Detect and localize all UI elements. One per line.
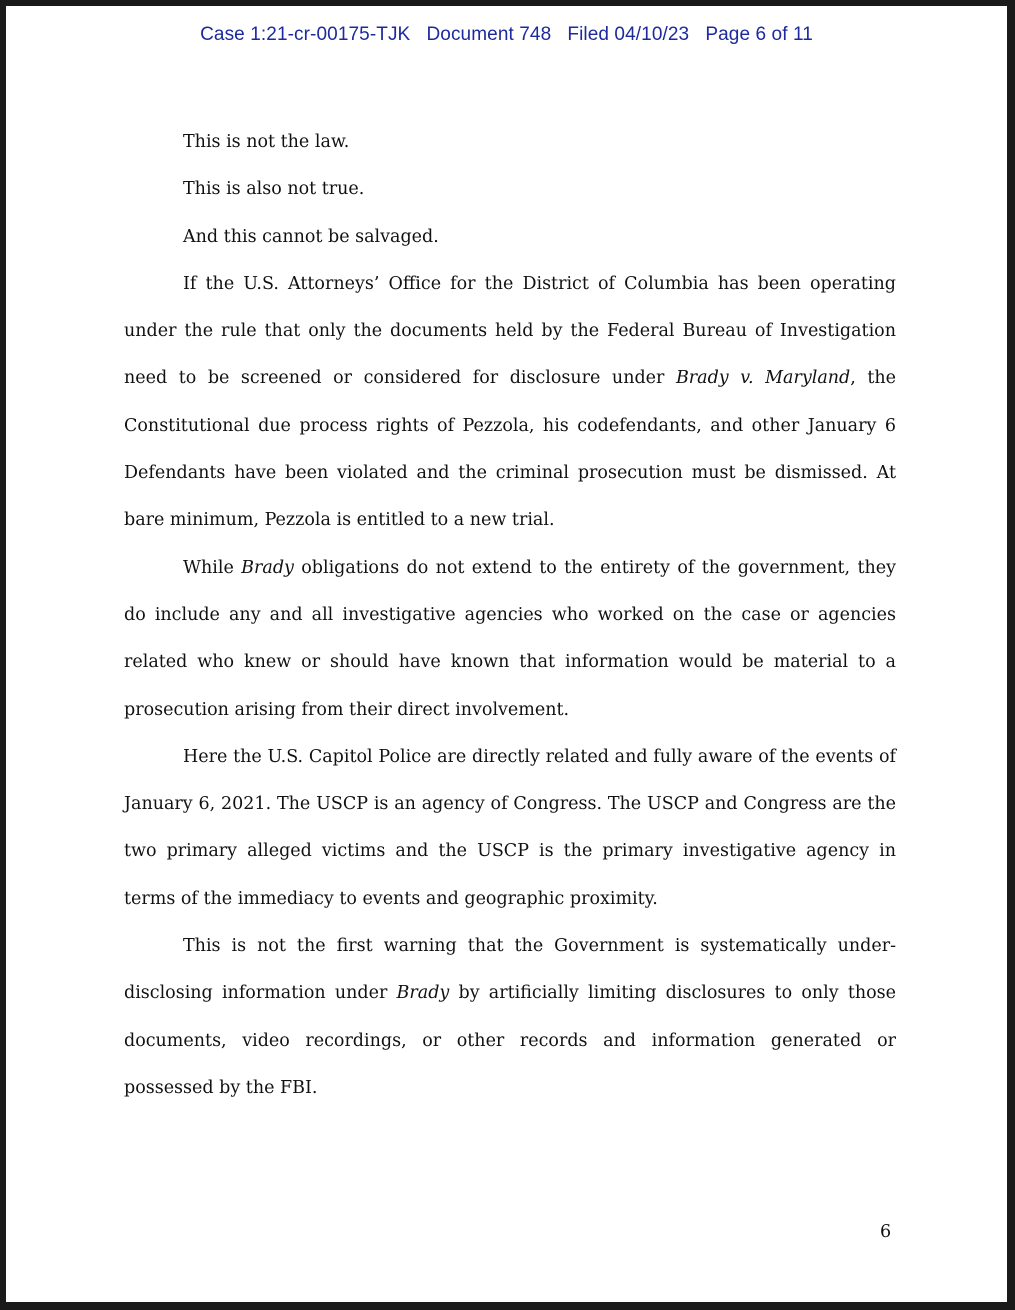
paragraph bbox=[124, 923, 896, 1112]
text-segment: by artificially limiting disclosures to only those documents, video recordings, or other records and information generated or possessed by the FBI. bbox=[124, 983, 896, 1098]
italic-citation: Brady bbox=[396, 983, 450, 1004]
paragraph bbox=[124, 166, 896, 213]
paragraph bbox=[124, 214, 896, 261]
paragraph bbox=[124, 545, 896, 734]
paragraph bbox=[124, 119, 896, 166]
paragraph bbox=[124, 734, 896, 923]
italic-citation: Brady bbox=[241, 557, 294, 578]
text-segment: This is not the first warning that the Government is systematically under-disclosing information under bbox=[124, 936, 896, 1004]
text-segment: If the U.S. Attorneys’ Office for the District of Columbia has been operating under the rule that only the documents held by the Federal Bureau of Investigation need to be screened or considered for disclosure under bbox=[124, 273, 896, 389]
body-text bbox=[124, 119, 896, 1112]
text-segment: This is not the law. bbox=[183, 132, 350, 152]
document-page bbox=[6, 6, 1007, 1302]
text-segment: This is also not true. bbox=[183, 179, 365, 200]
text-segment: obligations do not extend to the entirety of the government, they do include any and all investigative agencies who worked on the case or agencies related who knew or should have known that information would be material to a prosecution arising from their direct involvement. bbox=[124, 557, 897, 720]
court-filing-header: Case 1:21-cr-00175-TJK Document 748 Filed 04/10/23 Page 6 of 11 bbox=[200, 24, 813, 45]
page-number: 6 bbox=[880, 1222, 892, 1242]
italic-citation: Brady v. Maryland bbox=[675, 368, 851, 389]
text-segment: Here the U.S. Capitol Police are directly related and fully aware of the events of January 6, 2021. The USCP is an agency of Congress. The USCP and Congress are the two primary alleged victims and the USCP is the primary investigative agency in terms of the immediacy to events and geographic proximity. bbox=[124, 746, 896, 909]
text-segment: , the Constitutional due process rights of Pezzola, his codefendants, and other January 6 Defendants have been violated and the criminal prosecution must be dismissed. At bare minimum, Pezzola is entitled to a new trial. bbox=[124, 368, 897, 531]
text-segment: While bbox=[183, 557, 242, 578]
text-segment: And this cannot be salvaged. bbox=[183, 226, 439, 247]
paragraph bbox=[124, 261, 896, 545]
